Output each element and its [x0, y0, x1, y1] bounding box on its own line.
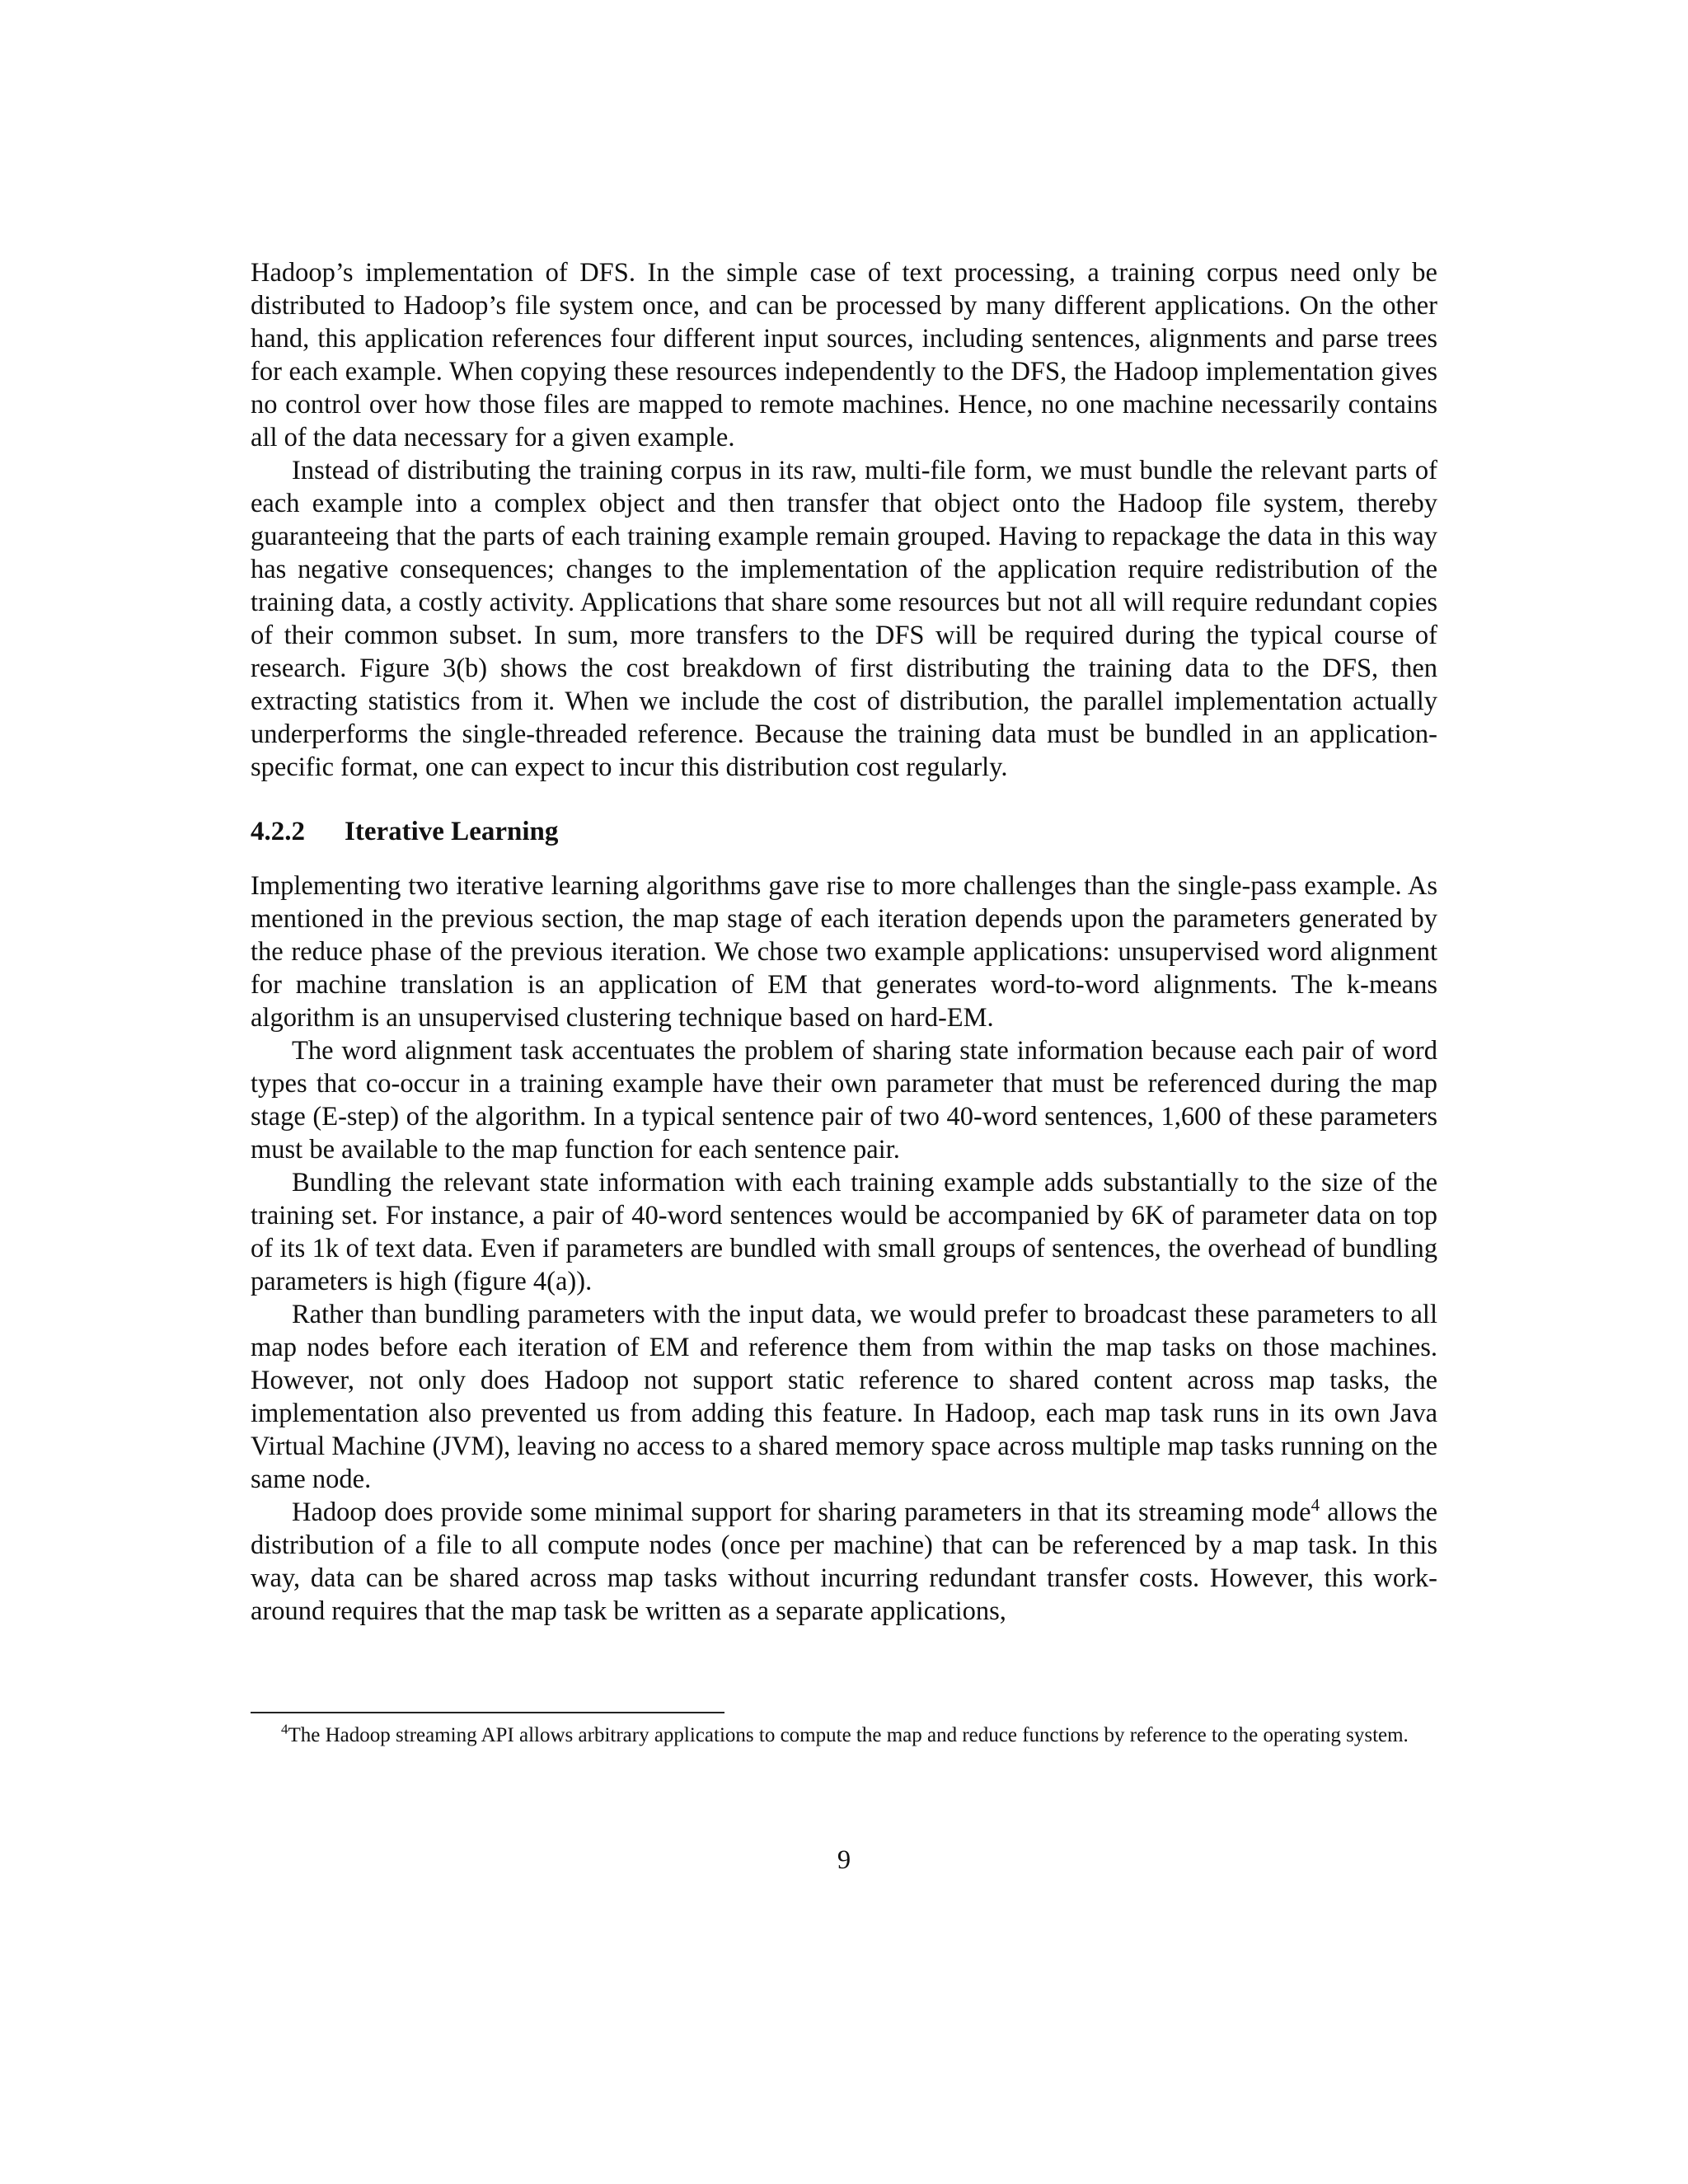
footnote [251, 1723, 1437, 1748]
streaming-text-before: Hadoop does provide some minimal support for sharing parameters in that its streaming mode [292, 1497, 1311, 1527]
paragraph-dfs-implementation: Hadoop’s implementation of DFS. In the simple case of text processing, a training corpus need only be distributed to Hadoop’s file system once, and can be processed by many different applications. On the other hand, this application references four different input sources, including sentences, alignments and parse trees for each example. When copying these resources independently to the DFS, the Hadoop implementation gives no control over how those files are mapped to remote machines. Hence, no one machine necessarily contains all of the data necessary for a given example. [251, 258, 1437, 452]
paragraph-word-alignment: The word alignment task accentuates the problem of sharing state information because each pair of word types that co-occur in a training example have their own parameter that must be referenced during the map stage (E-step) of the algorithm. In a typical sentence pair of two 40-word sentences, 1,600 of these parameters must be available to the map function for each sentence pair. [251, 1036, 1437, 1165]
footnote-area [251, 1712, 1437, 1748]
footnote-divider [251, 1712, 724, 1713]
page-body [251, 256, 1437, 1628]
paragraph-streaming-mode [251, 1496, 1437, 1628]
paragraph-broadcast-parameters: Rather than bundling parameters with the input data, we would prefer to broadcast these parameters to all map nodes before each iteration of EM and reference them from within the map tasks on those machines. However, not only does Hadoop not support static reference to shared content across map tasks, the implementation also prevented us from adding this feature. In Hadoop, each map task runs in its own Java Virtual Machine (JVM), leaving no access to a shared memory space across multiple map tasks running on the same node. [251, 1300, 1437, 1494]
paragraph-bundling-corpus: Instead of distributing the training corpus in its raw, multi-file form, we must bundle the relevant parts of each example into a complex object and then transfer that object onto the Hadoop file system, thereby guaranteeing that the parts of each training example remain grouped. Having to repackage the data in this way has negative consequences; changes to the implementation of the application require redistribution of the training data, a costly activity. Applications that share some resources but not all will require redundant copies of their common subset. In sum, more transfers to the DFS will be required during the typical course of research. Figure 3(b) shows the cost breakdown of first distributing the training data to the DFS, then extracting statistics from it. When we include the cost of distribution, the parallel implementation actually underperforms the single-threaded reference. Because the training data must be bundled in an application-specific format, one can expect to incur this distribution cost regularly. [251, 456, 1437, 782]
page-number: 9 [837, 1845, 851, 1875]
footnote-text: The Hadoop streaming API allows arbitrary applications to compute the map and reduce functions by reference to the operating system. [288, 1724, 1409, 1746]
footnote-reference[interactable]: 4 [1311, 1495, 1320, 1516]
footnote-mark: 4 [281, 1721, 288, 1737]
paragraph-iterative-intro: Implementing two iterative learning algorithms gave rise to more challenges than the single-pass example. As mentioned in the previous section, the map stage of each iteration depends upon the parameters generated by the reduce phase of the previous iteration. We chose two example applications: unsupervised word alignment for machine translation is an application of EM that generates word-to-word alignments. The k-means algorithm is an unsupervised clustering technique based on hard-EM. [251, 871, 1437, 1033]
section-heading [251, 815, 1437, 848]
section-number: 4.2.2 [251, 817, 305, 846]
streaming-text-after: allows the distribution of a file to all compute nodes (once per machine) that can be referenced by a map task. In this way, data can be shared across map tasks without incurring redundant transfer costs. However, this work-around requires that the map task be written as a separate applications, [251, 1497, 1437, 1626]
paragraph-bundling-state: Bundling the relevant state information with each training example adds substantially to the size of the training set. For instance, a pair of 40-word sentences would be accompanied by 6K of parameter data on top of its 1k of text data. Even if parameters are bundled with small groups of sentences, the overhead of bundling parameters is high (figure 4(a)). [251, 1168, 1437, 1296]
section-title: Iterative Learning [345, 817, 559, 846]
